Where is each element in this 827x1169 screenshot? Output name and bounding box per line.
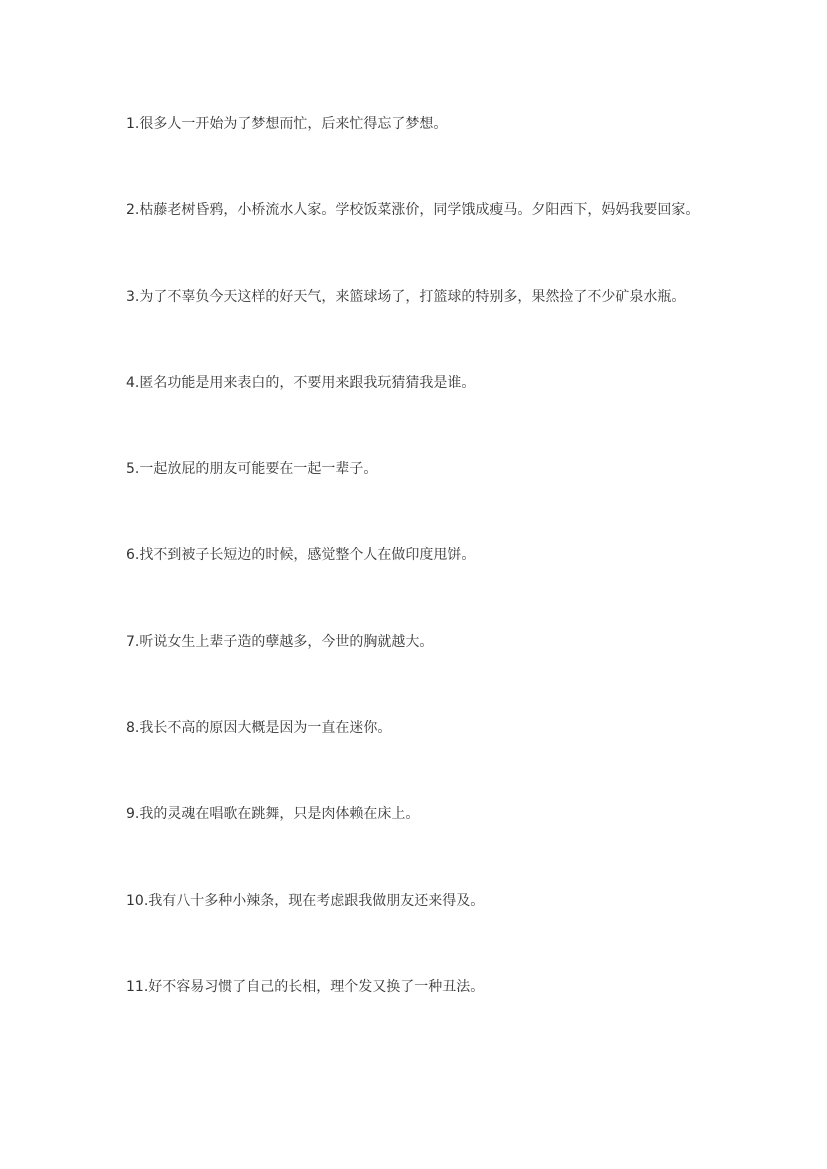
list-item: 5.一起放屁的朋友可能要在一起一辈子。: [126, 461, 378, 478]
list-item: 3.为了不辜负今天这样的好天气，来篮球场了，打篮球的特别多，果然捡了不少矿泉水瓶。: [126, 288, 686, 305]
list-item: 10.我有八十多种小辣条，现在考虑跟我做朋友还来得及。: [126, 892, 485, 909]
quote-list: [126, 112, 806, 1061]
list-item: 9.我的灵魂在唱歌在跳舞，只是肉体赖在床上。: [126, 806, 420, 823]
list-item: 7.听说女生上辈子造的孽越多，今世的胸就越大。: [126, 633, 434, 650]
list-item: 1.很多人一开始为了梦想而忙，后来忙得忘了梦想。: [126, 116, 448, 132]
list-item: 11.好不容易习惯了自己的长相，理个发又换了一种丑法。: [126, 978, 485, 995]
list-item: 6.找不到被子长短边的时候，感觉整个人在做印度甩饼。: [126, 547, 476, 564]
list-item: 2.枯藤老树昏鸦，小桥流水人家。学校饭菜涨价，同学饿成瘦马。夕阳西下，妈妈我要回家。: [126, 202, 700, 219]
list-item: 8.我长不高的原因大概是因为一直在迷你。: [126, 720, 392, 737]
list-item: 4.匿名功能是用来表白的，不要用来跟我玩猜猜我是谁。: [126, 374, 476, 391]
